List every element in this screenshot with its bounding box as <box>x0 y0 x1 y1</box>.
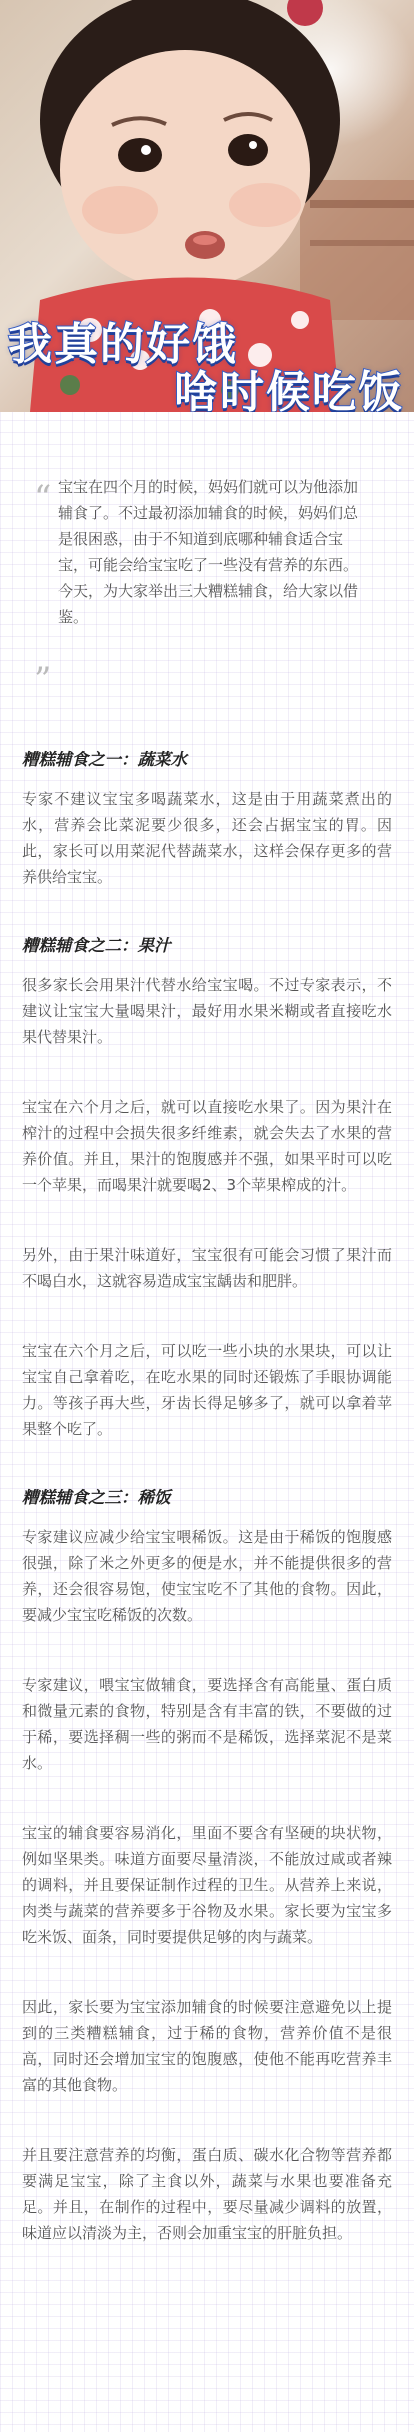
section-vegetable-water <box>22 748 392 890</box>
paragraph: 并且要注意营养的均衡，蛋白质、碳水化合物等营养都要满足宝宝，除了主食以外，蔬菜与水果也要准备充足。并且，在制作的过程中，要尽量减少调料的放置，味道应以清淡为主，否则会加重宝宝的肝脏负担。 <box>22 2146 392 2242</box>
paragraph: 很多家长会用果汁代替水给宝宝喝。不过专家表示，不建议让宝宝大量喝果汁，最好用水果米糊或者直接吃水果代替果汁。 <box>22 976 392 1046</box>
intro-quote <box>22 412 392 700</box>
paragraph: 宝宝在六个月之后，可以吃一些小块的水果块，可以让宝宝自己拿着吃，在吃水果的同时还锻炼了手眼协调能力。等孩子再大些，牙齿长得足够多了，就可以拿着苹果整个吃了。 <box>22 1342 392 1438</box>
paragraph: 专家建议应减少给宝宝喂稀饭。这是由于稀饭的饱腹感很强，除了米之外更多的便是水，并不能提供很多的营养，还会很容易饱，使宝宝吃不了其他的食物。因此，要减少宝宝吃稀饭的次数。 <box>22 1528 392 1624</box>
open-quote-icon: “ <box>34 478 52 518</box>
section-porridge <box>22 1486 392 2246</box>
intro-text: 宝宝在四个月的时候，妈妈们就可以为他添加辅食了。不过最初添加辅食的时候，妈妈们总是很困惑，由于不知道到底哪种辅食适合宝宝，可能会给宝宝吃了一些没有营养的东西。今天，为大家举出三大糟糕辅食，给大家以借鉴。 <box>58 478 359 626</box>
paragraph: 宝宝在六个月之后，就可以直接吃水果了。因为果汁在榨汁的过程中会损失很多纤维素，就会失去了水果的营养价值。并且，果汁的饱腹感并不强，如果平时可以吃一个苹果，而喝果汁就要喝2、3个苹果榨成的汁。 <box>22 1098 392 1194</box>
section-title: 糟糕辅食之三：稀饭 <box>22 1488 171 1507</box>
close-quote-icon: ” <box>34 660 52 700</box>
hero-banner <box>0 0 414 412</box>
section-title: 糟糕辅食之二：果汁 <box>22 936 171 955</box>
paragraph: 专家不建议宝宝多喝蔬菜水，这是由于用蔬菜煮出的水，营养会比菜泥要少很多，还会占据宝宝的胃。因此，家长可以用菜泥代替蔬菜水，这样会保存更多的营养供给宝宝。 <box>22 790 392 886</box>
paragraph: 宝宝的辅食要容易消化，里面不要含有坚硬的块状物，例如坚果类。味道方面要尽量清淡，不能放过咸或者辣的调料，并且要保证制作过程的卫生。从营养上来说，肉类与蔬菜的营养要多于谷物及水果。家长要为宝宝多吃米饭、面条，同时要提供足够的肉与蔬菜。 <box>22 1824 392 1946</box>
hero-title-line1: 我真的好饿 <box>8 319 238 370</box>
section-juice <box>22 934 392 1442</box>
article-body <box>0 412 414 2246</box>
paragraph: 另外，由于果汁味道好，宝宝很有可能会习惯了果汁而不喝白水，这就容易造成宝宝龋齿和肥胖。 <box>22 1246 392 1290</box>
hero-title-line2: 啥时候吃饭 <box>174 367 404 412</box>
paragraph: 专家建议，喂宝宝做辅食，要选择含有高能量、蛋白质和微量元素的食物，特别是含有丰富的铁，不要做的过于稀，要选择稠一些的粥而不是稀饭，选择菜泥不是菜水。 <box>22 1676 392 1772</box>
section-title: 糟糕辅食之一：蔬菜水 <box>22 750 187 769</box>
paragraph: 因此，家长要为宝宝添加辅食的时候要注意避免以上提到的三类糟糕辅食，过于稀的食物，营养价值不是很高，同时还会增加宝宝的饱腹感，使他不能再吃营养丰富的其他食物。 <box>22 1998 392 2094</box>
